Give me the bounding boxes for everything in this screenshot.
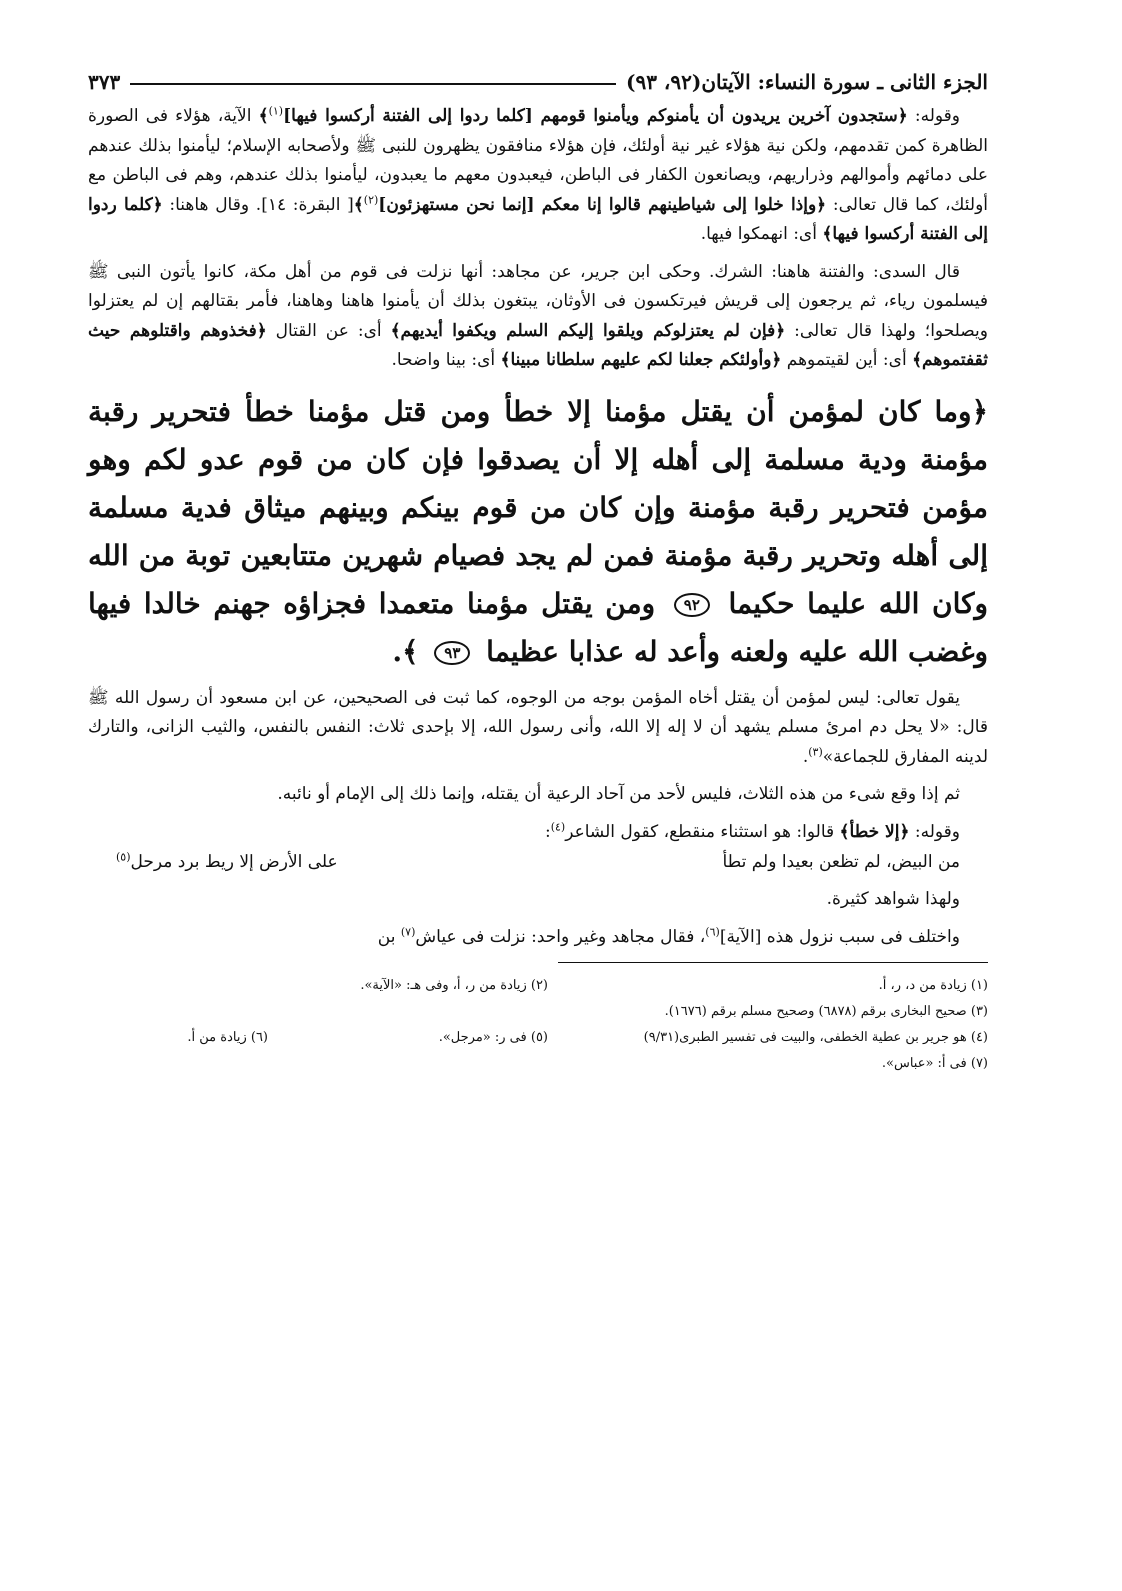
text-span: أى: انهمكوا فيها. (700, 224, 823, 244)
paragraph-4 (88, 780, 988, 810)
footnote: (٧) فى أ: «عباس». (881, 1056, 988, 1071)
text-span: بن (377, 926, 401, 947)
footnote (88, 1051, 268, 1077)
quran-quote: ﴿وأولئكم جعلنا لكم عليهم سلطانا مبينا﴾ (500, 350, 782, 370)
poem-hemistich-second: على الأرض إلا ريط برد مرحل (130, 852, 338, 872)
footnote: (١) زيادة من د، ر، أ. (878, 978, 988, 993)
paragraph-6 (88, 885, 988, 915)
text-span: قالوا: هو استثناء منقطع، كقول الشاعر (565, 821, 840, 842)
footnote-ref: (٥) (116, 850, 131, 864)
footnote-row (88, 999, 988, 1025)
text-span: أى: أين لقيتموهم (781, 350, 913, 370)
footnote: (٤) هو جرير بن عطية الخطفى، والبيت فى تفسير الطبرى(٩/٣١) (643, 1030, 988, 1045)
footnote: (٣) صحيح البخارى برقم (٦٨٧٨) وصحيح مسلم برقم (١٦٧٦). (664, 1004, 988, 1019)
footnote-ref: (٣) (808, 744, 823, 758)
running-title: الجزء الثانى ـ سورة النساء: الآيتان(٩٢، ٩٣) (626, 70, 988, 94)
text-span: . (802, 746, 809, 767)
footnote (88, 973, 268, 999)
text-span: : (544, 821, 551, 842)
text-span: يقول تعالى: ليس لمؤمن أن يقتل أخاه المؤمن بوجه من الوجوه، كما ثبت فى الصحيحين، عن ابن مسعود أن رسول الله ﷺ قال: «لا يحل دم امرئ مسلم يشهد أن لا إله إلا الله، وأنى رسول الله، إلا بإحدى ثلاث: النفس بالنفس، والثيب الزانى، والتارك لدينه المفارق للجماعة» (88, 687, 988, 767)
page-number: ٣٧٣ (88, 70, 121, 94)
verse-text: ﴿وما كان لمؤمن أن يقتل مؤمنا إلا خطأ ومن قتل مؤمنا خطأ فتحرير رقبة مؤمنة ودية مسلمة إلى أهله إلا أن يصدقوا فإن كان من قوم عدو لكم وهو مؤمن فتحرير رقبة مؤمنة وإن كان من قوم بينكم وبينهم ميثاق فدية مسلمة إلى أهله وتحرير رقبة مؤمنة فمن لم يجد فصيام شهرين متتابعين توبة من الله وكان الله عليما حكيما (88, 394, 988, 620)
footnote-row (88, 973, 988, 999)
paragraph-2 (88, 258, 988, 376)
ayah-number-marker: ٩٣ (434, 641, 470, 665)
verse-end: ﴾. (392, 634, 419, 668)
quran-verse-block (88, 388, 988, 676)
verse-text: ومن يقتل مؤمنا متعمدا فجزاؤه جهنم خالدا فيها وغضب الله عليه ولعنه وأعد له عذابا عظيما (88, 586, 988, 668)
text-span: الآية، هؤلاء فى الصورة الظاهرة كمن تقدمهم، ولكن نية هؤلاء غير نية أولئك، فإن هؤلاء منافقون يظهرون للنبى ﷺ ولأصحابه الإسلام؛ ليأمنوا بذلك عندهم على دمائهم وأموالهم وذراريهم، ويصانعون الكفار فى الباطن، فيعبدون معهم ما يعبدون، ليأمنوا بذلك عندهم، وهم فى الباطن مع أولئك، كما قال تعالى: (88, 106, 989, 215)
footnote-separator (558, 962, 988, 963)
text-span: أى: بينا واضحا. (391, 350, 501, 370)
footnote-row (88, 1025, 988, 1051)
text-span: أى: عن القتال (266, 320, 391, 341)
footnote (268, 999, 548, 1025)
footnote (268, 1051, 548, 1077)
text-span: ولهذا شواهد كثيرة. (826, 889, 960, 909)
poem-hemistich-second-wrap (116, 847, 521, 877)
quran-quote: ﴿فخذوهم واقتلوهم حيث ثقفتموهم﴾ (88, 320, 988, 370)
footnote (88, 999, 268, 1025)
text-span: وقوله: (907, 106, 960, 126)
quran-quote: ﴿فإن لم يعتزلوكم ويلقوا إليكم السلم ويكفوا أيديهم﴾ (390, 320, 786, 341)
text-span: ثم إذا وقع شىء من هذه الثلاث، فليس لأحد من آحاد الرعية أن يقتله، وإنما ذلك إلى الإمام أو نائبه. (277, 784, 960, 804)
paragraph-1 (88, 102, 988, 250)
quran-quote: ﴿كلما ردوا إلى الفتنة أركسوا فيها﴾ (88, 194, 988, 244)
text-span: واختلف فى سبب نزول هذه [الآية] (719, 926, 960, 947)
ayah-number-marker: ٩٢ (674, 593, 710, 617)
quran-quote-end: ﴾ (258, 106, 269, 126)
footnote: (٢) زيادة من ر، أ، وفى هـ: «الآية». (360, 978, 548, 993)
poem-hemistich-first: من البيض، لم تظعن بعيدا ولم تطأ (722, 852, 960, 872)
footnote-ref: (٤) (550, 819, 566, 833)
text-span: وقوله: (909, 821, 960, 842)
text-span: ، فقال مجاهد وغير واحد: نزلت فى عياش (415, 926, 706, 947)
quran-quote: ﴿وإذا خلوا إلى شياطينهم قالوا إنا معكم [إنما نحن مستهزئون] (378, 194, 827, 215)
text-span: قال السدى: والفتنة هاهنا: الشرك. وحكى ابن جرير، عن مجاهد: أنها نزلت فى قوم من أهل مكة، كانوا يأتون النبى ﷺ فيسلمون رياء، ثم يرجعون إلى قريش فيرتكسون فى الأوثان، يبتغون بذلك أن يأمنوا هاهنا وهاهنا، فأمر بقتالهم إن لم يعتزلوا ويصلحوا؛ ولهذا قال تعالى: (88, 261, 988, 341)
footnote-ref: (٧) (400, 924, 416, 938)
footnote: (٥) فى ر: «مرجل». (438, 1030, 548, 1045)
footnote-ref: (٢) (363, 192, 379, 206)
footnote: (٦) زيادة من أ. (187, 1030, 268, 1045)
footnote-ref: (١) (268, 104, 284, 118)
footnotes (88, 973, 988, 1077)
paragraph-3 (88, 684, 988, 773)
quran-quote-end: ﴾ (353, 194, 364, 215)
page-header (88, 62, 988, 102)
paragraph-7 (88, 923, 988, 953)
quran-quote: ﴿ستجدون آخرين يريدون أن يأمنوكم ويأمنوا قومهم [كلما ردوا إلى الفتنة أركسوا فيها] (283, 106, 908, 126)
book-page (88, 62, 988, 1532)
header-rule (130, 83, 616, 85)
paragraph-5 (88, 818, 988, 848)
quran-quote: ﴿إلا خطأ﴾ (839, 821, 910, 842)
footnote-ref: (٦) (705, 924, 720, 938)
text-span: [ البقرة: ١٤]. وقال هاهنا: (162, 194, 354, 215)
footnote-row (88, 1051, 988, 1077)
poetry-verse (88, 847, 988, 877)
